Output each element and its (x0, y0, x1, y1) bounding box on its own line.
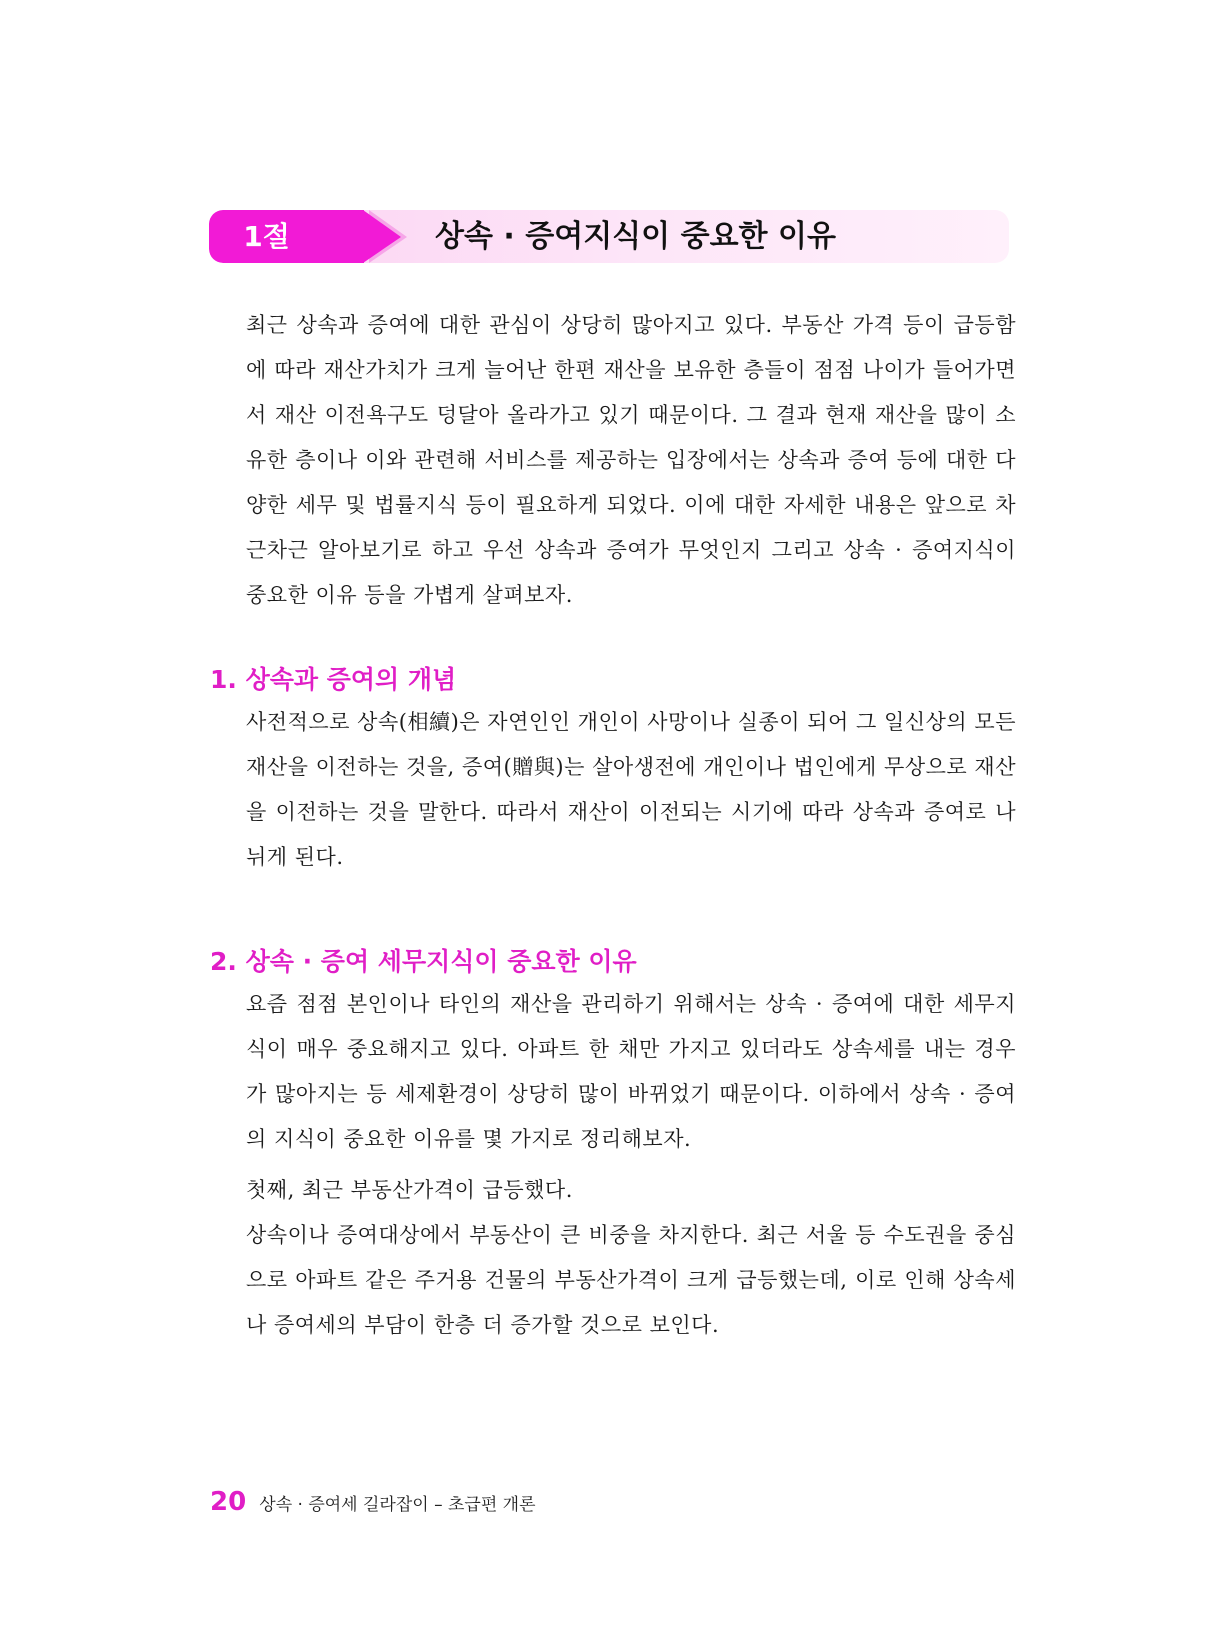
intro-paragraph: 최근 상속과 증여에 대한 관심이 상당히 많아지고 있다. 부동산 가격 등이 급등함에 따라 재산가치가 크게 늘어난 한편 재산을 보유한 층들이 점점 나이가 들어가면서 재산 이전욕구도 덩달아 올라가고 있기 때문이다. 그 결과 현재 재산을 많이 소유한 층이나 이와 관련해 서비스를 제공하는 입장에서는 상속과 증여 등에 대한 다양한 세무 및 법률지식 등이 필요하게 되었다. 이에 대한 자세한 내용은 앞으로 차근차근 알아보기로 하고 우선 상속과 증여가 무엇인지 그리고 상속 · 증여지식이 중요한 이유 등을 가볍게 살펴보자. (246, 313, 1016, 607)
concept-paragraph: 사전적으로 상속(相續)은 자연인인 개인이 사망이나 실종이 되어 그 일신상의 모든 재산을 이전하는 것을, 증여(贈與)는 살아생전에 개인이나 법인에게 무상으로 재산을 이전하는 것을 말한다. 따라서 재산이 이전되는 시기에 따라 상속과 증여로 나뉘게 된다. (246, 710, 1016, 869)
first-reason-heading: 첫째, 최근 부동산가격이 급등했다. (246, 1178, 573, 1202)
first-reason-paragraph: 상속이나 증여대상에서 부동산이 큰 비중을 차지한다. 최근 서울 등 수도권을 중심으로 아파트 같은 주거용 건물의 부동산가격이 크게 급등했는데, 이로 인해 상속세나 증여세의 부담이 한층 더 증가할 것으로 보인다. (246, 1223, 1016, 1337)
importance-paragraph: 요즘 점점 본인이나 타인의 재산을 관리하기 위해서는 상속 · 증여에 대한 세무지식이 매우 중요해지고 있다. 아파트 한 채만 가지고 있더라도 상속세를 내는 경우가 많아지는 등 세제환경이 상당히 많이 바뀌었기 때문이다. 이하에서 상속 · 증여의 지식이 중요한 이유를 몇 가지로 정리해보자. (246, 992, 1016, 1151)
chapter-number: 1절 (243, 220, 290, 253)
chapter-arrow (363, 210, 401, 263)
chapter-banner (209, 210, 1009, 263)
page-number: 20 (210, 1487, 247, 1517)
page-footer (210, 1487, 536, 1517)
section-heading-concept: 1. 상속과 증여의 개념 (210, 665, 457, 694)
chapter-title: 상속 · 증여지식이 중요한 이유 (435, 219, 836, 254)
section-heading-importance: 2. 상속 · 증여 세무지식이 중요한 이유 (210, 947, 637, 976)
running-title: 상속 · 증여세 길라잡이 – 초급편 개론 (259, 1494, 536, 1515)
